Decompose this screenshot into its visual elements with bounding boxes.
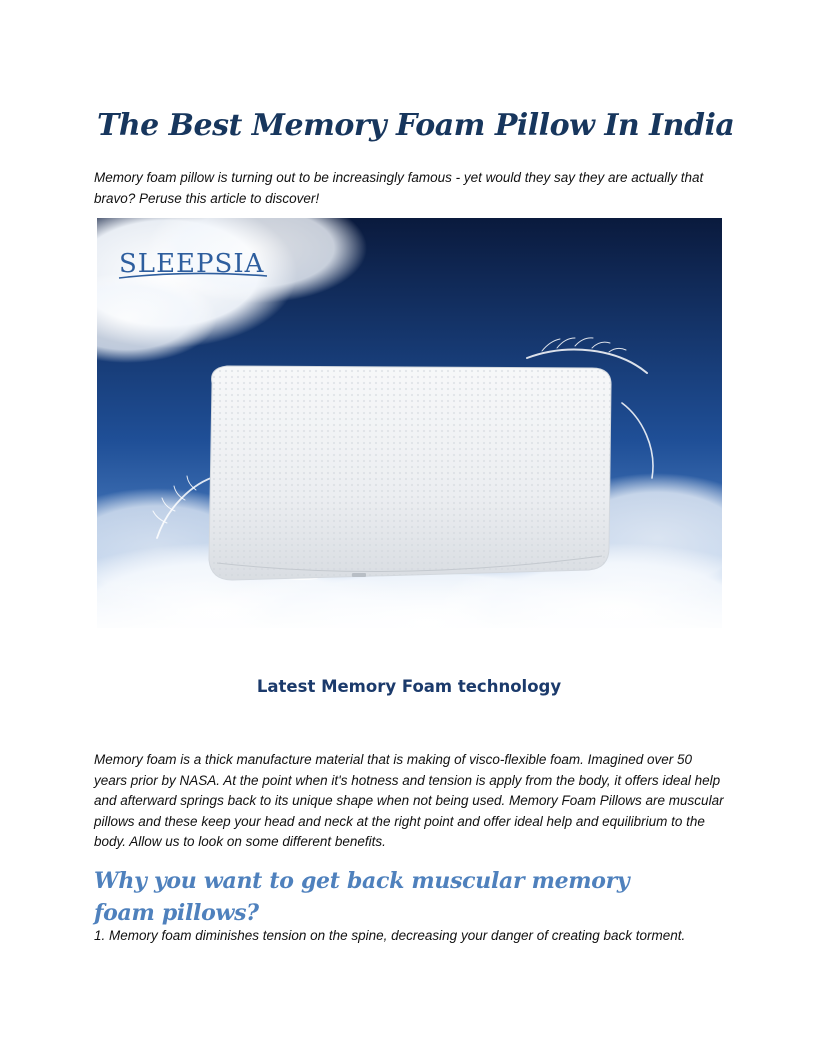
pillow — [209, 366, 611, 580]
image-caption: Latest Memory Foam technology — [256, 677, 562, 696]
intro-paragraph: Memory foam pillow is turning out to be increasingly famous - yet would they say they are actually that bravo? Peruse this article to discover! — [94, 170, 704, 206]
section-heading: Why you want to get back muscular memory foam pillows? — [94, 868, 630, 926]
product-image — [97, 218, 722, 713]
list-item: 1. Memory foam diminishes tension on the spine, decreasing your danger of creating back torment. — [94, 928, 686, 943]
body-paragraph: Memory foam is a thick manufacture material that is making of visco-flexible foam. Imagined over 50 years prior by NASA. At the point when it's hotness and tension is apply from the body, it offers ideal help and afterward springs back to its unique shape when not being used. Memory Foam Pillows are muscular pillows and these keep your head and neck at the right point and offer ideal help and equilibrium to the body. Allow us to look on some different benefits. — [94, 752, 724, 849]
logo-text: SLEEPSIA — [119, 249, 265, 279]
page-title: The Best Memory Foam Pillow In India — [97, 108, 735, 143]
sleepsia-logo — [119, 249, 267, 279]
